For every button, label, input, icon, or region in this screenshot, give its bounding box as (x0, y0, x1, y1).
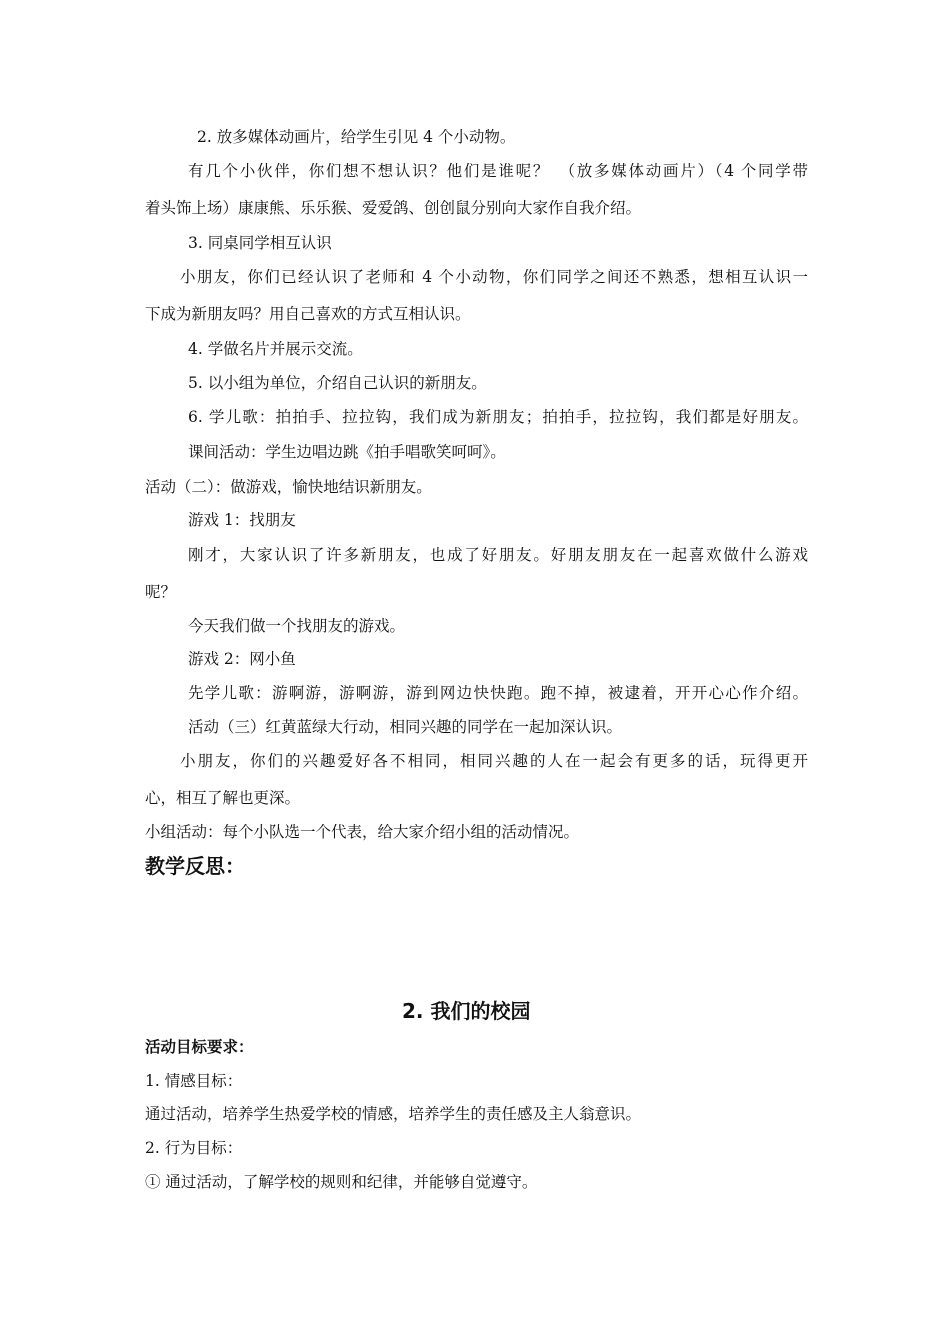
paragraph-line: 2. 放多媒体动画片，给学生引见 4 个小动物。 (197, 128, 516, 146)
goal-line: 通过活动，培养学生热爱学校的情感，培养学生的责任感及主人翁意识。 (145, 1105, 642, 1123)
paragraph-line: 游戏 1：找朋友 (188, 511, 296, 529)
paragraph-line: 活动（二）：做游戏，愉快地结识新朋友。 (145, 478, 432, 496)
paragraph-line: 小组活动：每个小队选一个代表，给大家介绍小组的活动情况。 (145, 823, 580, 841)
paragraph-line: 游戏 2：网小鱼 (188, 650, 296, 668)
paragraph-line: 小朋友，你们已经认识了老师和 4 个小动物，你们同学之间还不熟悉，想相互认识一 (180, 268, 808, 286)
paragraph-line: 4. 学做名片并展示交流。 (188, 340, 363, 358)
paragraph-line: 着头饰上场）康康熊、乐乐猴、爱爱鸽、创创鼠分别向大家作自我介绍。 (145, 199, 642, 217)
paragraph-line: 3. 同桌同学相互认识 (188, 234, 332, 252)
goals-heading: 活动目标要求： (145, 1038, 254, 1056)
paragraph-line: 课间活动：学生边唱边跳《拍手唱歌笑呵呵》。 (188, 443, 506, 461)
paragraph-line: 心，相互了解也更深。 (145, 789, 301, 807)
reflection-heading: 教学反思： (145, 854, 245, 878)
paragraph-line: 刚才，大家认识了许多新朋友，也成了好朋友。好朋友朋友在一起喜欢做什么游戏 (188, 546, 808, 564)
goal-line: 1. 情感目标： (145, 1072, 243, 1090)
paragraph-line: 活动（三）红黄蓝绿大行动，相同兴趣的同学在一起加深认识。 (188, 718, 623, 736)
paragraph-line: 小朋友，你们的兴趣爱好各不相同，相同兴趣的人在一起会有更多的话，玩得更开 (180, 752, 808, 770)
paragraph-line: 有几个小伙伴，你们想不想认识？他们是谁呢？ （放多媒体动画片）（4 个同学带 (188, 162, 808, 180)
paragraph-line: 5. 以小组为单位，介绍自己认识的新朋友。 (188, 374, 487, 392)
paragraph-line: 今天我们做一个找朋友的游戏。 (188, 617, 406, 635)
goal-line: 2. 行为目标： (145, 1139, 243, 1157)
paragraph-line: 呢？ (145, 583, 177, 601)
paragraph-line: 下成为新朋友吗？用自己喜欢的方式互相认识。 (145, 305, 471, 323)
paragraph-line: 6. 学儿歌：拍拍手、拉拉钩，我们成为新朋友；拍拍手，拉拉钩，我们都是好朋友。 (188, 408, 808, 426)
section-title: 2. 我们的校园 (402, 999, 531, 1023)
paragraph-line: 先学儿歌：游啊游，游啊游，游到网边快快跑。跑不掉，被逮着，开开心心作介绍。 (188, 684, 808, 702)
goal-line: ① 通过活动，了解学校的规则和纪律，并能够自觉遵守。 (145, 1173, 538, 1191)
